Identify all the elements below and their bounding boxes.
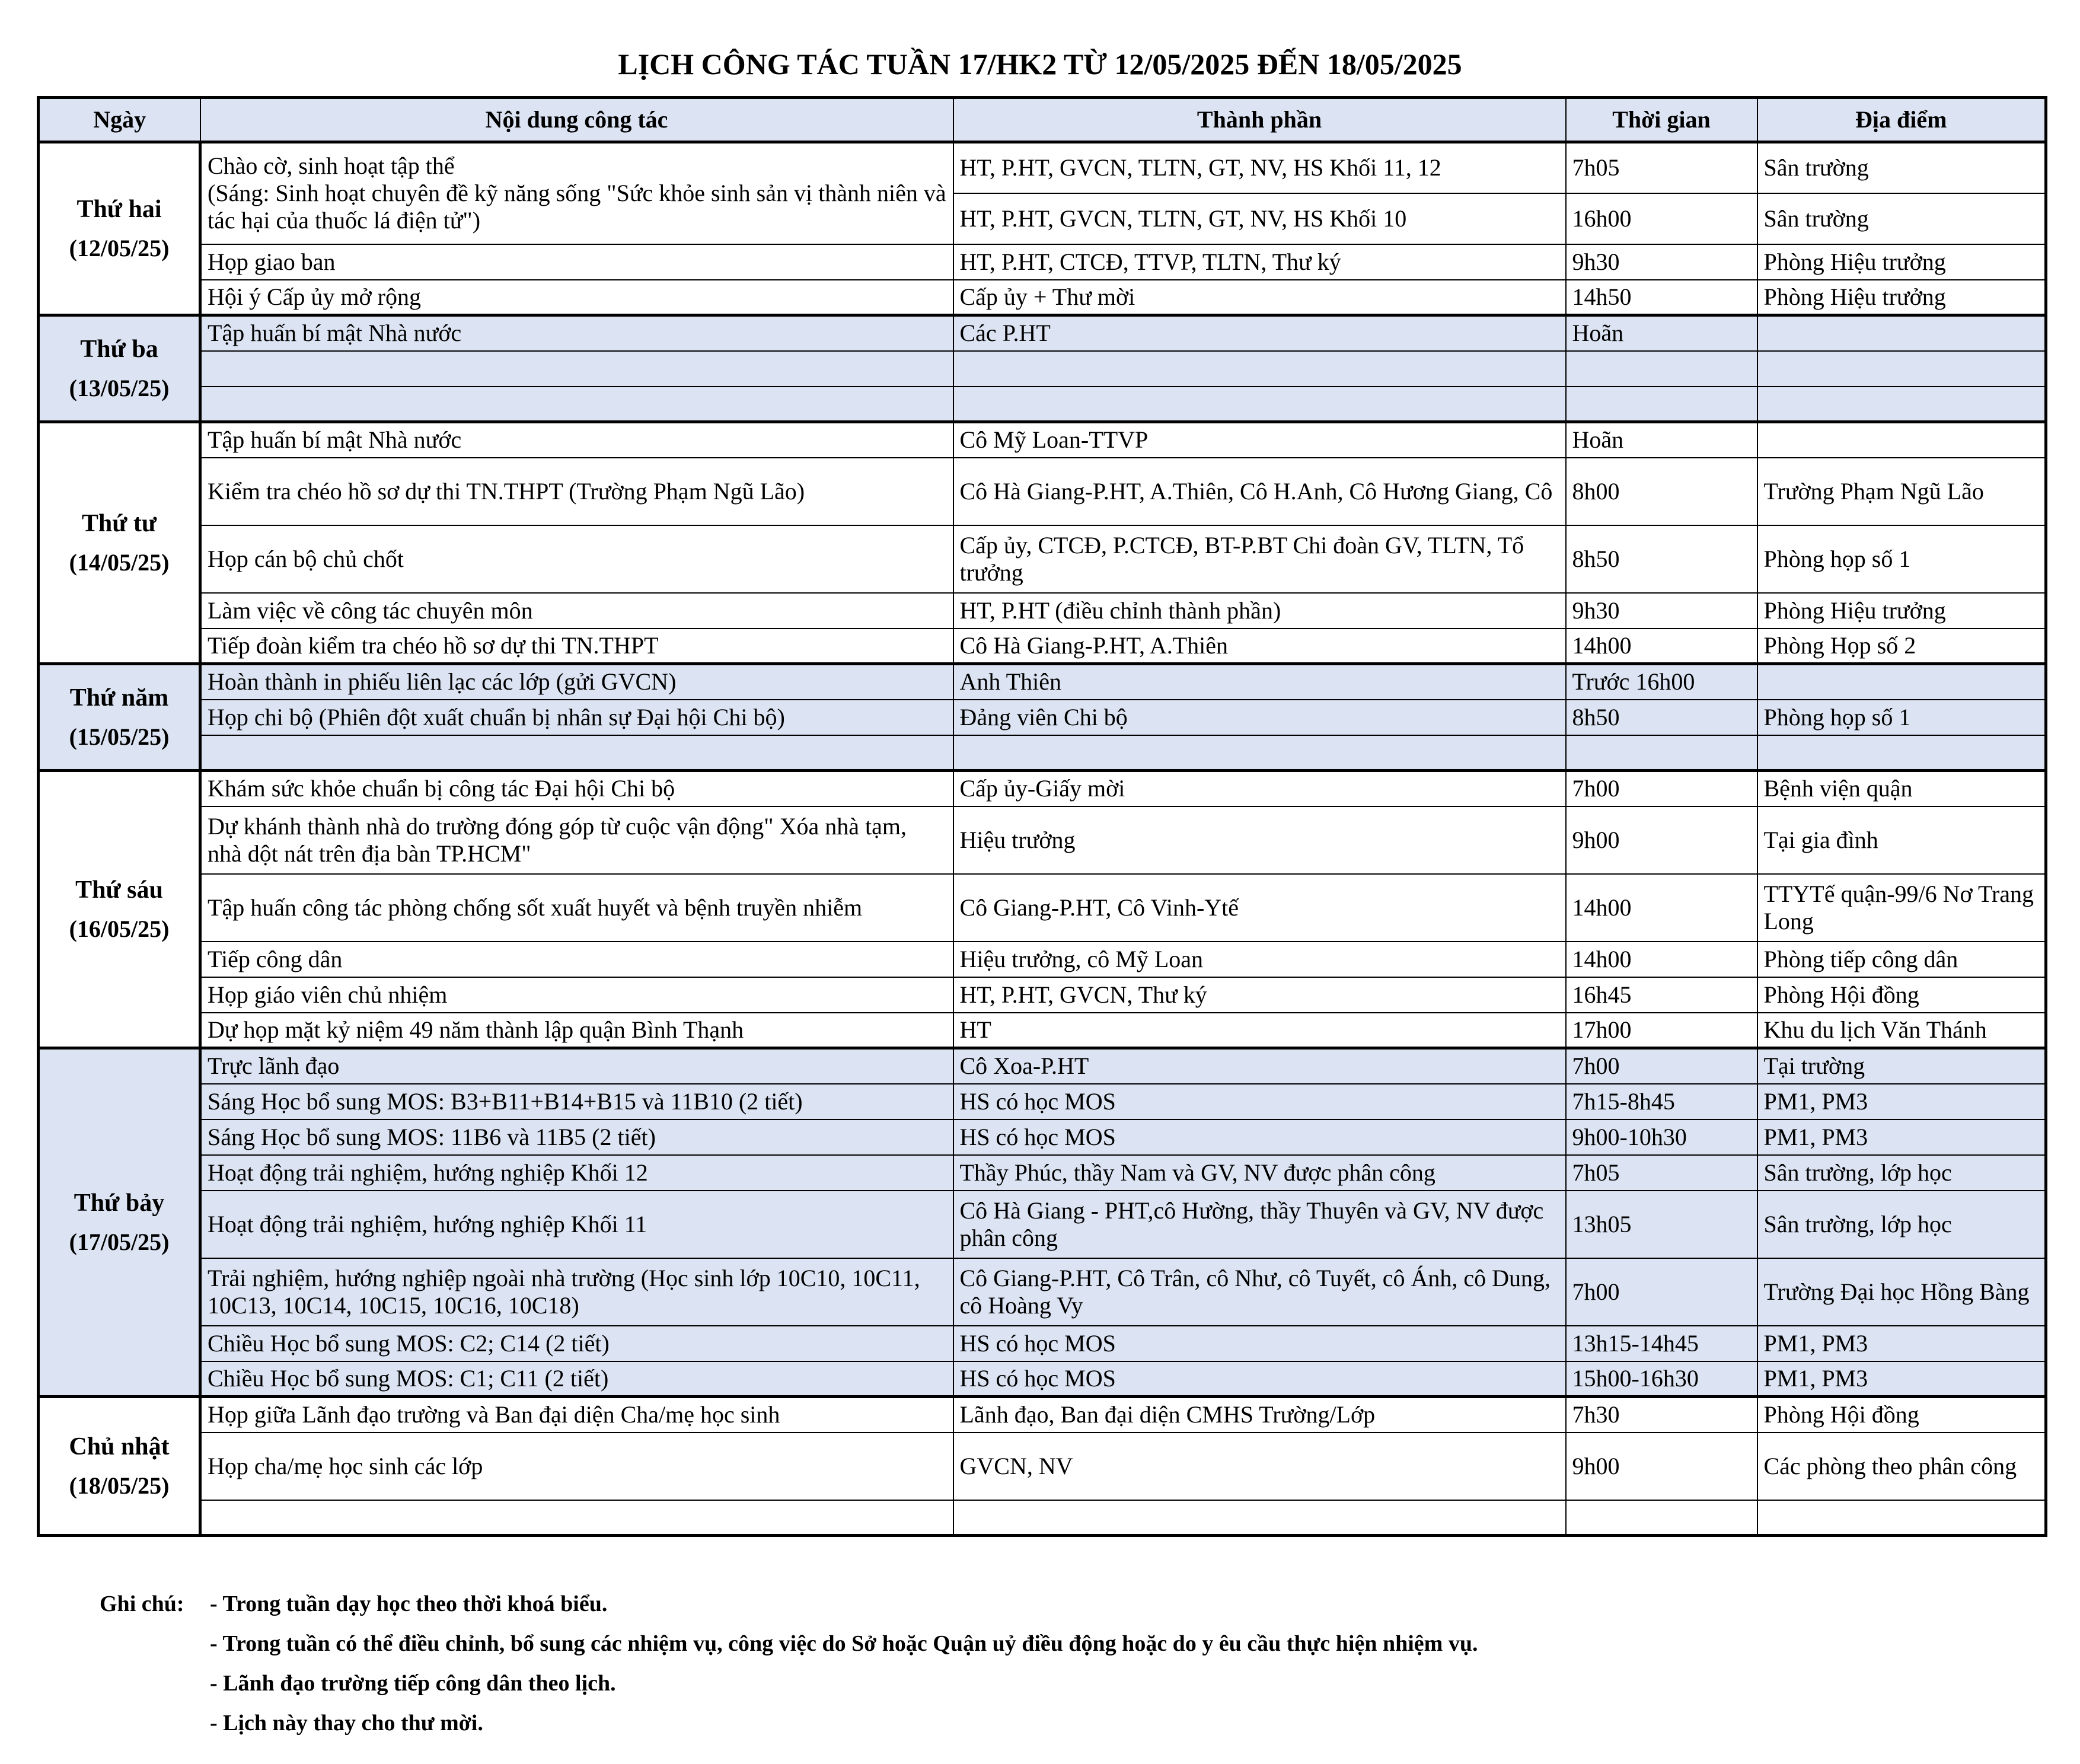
location-cell: Tại trường [1757,1048,2046,1084]
day-date: (12/05/25) [69,235,170,262]
content-cell: Sáng Học bổ sung MOS: 11B6 và 11B5 (2 tiết) [200,1119,953,1155]
participants-cell [953,351,1566,387]
day-cell [39,664,200,771]
table-row [39,1013,2046,1048]
table-row [39,942,2046,977]
location-cell: Khu du lịch Văn Thánh [1757,1013,2046,1048]
content-cell: Hội ý Cấp ủy mở rộng [200,280,953,315]
location-cell: Sân trường, lớp học [1757,1155,2046,1191]
day-date: (16/05/25) [69,916,170,943]
table-row [39,1361,2046,1397]
content-cell: Tiếp đoàn kiểm tra chéo hồ sơ dự thi TN.THPT [200,629,953,664]
participants-cell: Hiệu trưởng, cô Mỹ Loan [953,942,1566,977]
time-cell: 14h00 [1566,942,1757,977]
location-cell: PM1, PM3 [1757,1119,2046,1155]
location-cell: Trường Phạm Ngũ Lão [1757,458,2046,525]
day-name: Chủ nhật [69,1433,170,1460]
header-content: Nội dung công tác [200,98,953,142]
table-row [39,525,2046,593]
day-date: (17/05/25) [69,1229,170,1256]
participants-cell: Lãnh đạo, Ban đại diện CMHS Trường/Lớp [953,1397,1566,1433]
location-cell: Sân trường, lớp học [1757,1191,2046,1258]
day-cell [39,422,200,664]
time-cell: Trước 16h00 [1566,664,1757,700]
notes-list [100,1584,1478,1743]
content-cell [200,351,953,387]
content-cell: Tập huấn bí mật Nhà nước [200,422,953,458]
content-cell: Trực lãnh đạo [200,1048,953,1084]
time-cell: 13h05 [1566,1191,1757,1258]
content-cell: Họp giữa Lãnh đạo trường và Ban đại diện Cha/mẹ học sinh [200,1397,953,1433]
day-cell [39,771,200,1048]
table-row [39,1500,2046,1536]
header-day: Ngày [39,98,200,142]
location-cell [1757,1500,2046,1536]
content-cell: Họp cán bộ chủ chốt [200,525,953,593]
time-cell: 8h50 [1566,700,1757,735]
location-cell: Phòng Họp số 2 [1757,629,2046,664]
participants-cell: HS có học MOS [953,1119,1566,1155]
time-cell: 16h45 [1566,977,1757,1013]
time-cell: 8h00 [1566,458,1757,525]
day-name: Thứ sáu [75,876,163,904]
location-cell: Phòng Hiệu trưởng [1757,244,2046,280]
time-cell: 7h00 [1566,1048,1757,1084]
table-row [39,422,2046,458]
location-cell: Trường Đại học Hồng Bàng [1757,1258,2046,1326]
location-cell: Phòng tiếp công dân [1757,942,2046,977]
participants-cell: HS có học MOS [953,1326,1566,1361]
location-cell: PM1, PM3 [1757,1326,2046,1361]
table-row [39,664,2046,700]
table-row [39,1155,2046,1191]
table-row [39,629,2046,664]
time-cell: 7h30 [1566,1397,1757,1433]
location-cell: Tại gia đình [1757,806,2046,874]
location-cell [1757,315,2046,351]
participants-cell [953,1500,1566,1536]
time-cell: 9h00 [1566,1433,1757,1500]
location-cell [1757,422,2046,458]
header-location: Địa điểm [1757,98,2046,142]
header-time: Thời gian [1566,98,1757,142]
day-date: (15/05/25) [69,723,170,751]
participants-cell: Thầy Phúc, thầy Nam và GV, NV được phân công [953,1155,1566,1191]
table-row [39,244,2046,280]
table-row [39,771,2046,806]
time-cell: 9h30 [1566,593,1757,629]
day-cell [39,142,200,315]
content-cell: Tập huấn bí mật Nhà nước [200,315,953,351]
content-cell [200,1500,953,1536]
time-cell: 14h00 [1566,629,1757,664]
content-cell: Hoạt động trải nghiệm, hướng nghiệp Khối 12 [200,1155,953,1191]
day-name: Thứ ba [80,335,158,363]
participants-cell: Các P.HT [953,315,1566,351]
table-row [39,1048,2046,1084]
time-cell: Hoãn [1566,315,1757,351]
content-cell [200,735,953,771]
location-cell: Sân trường [1757,142,2046,193]
content-cell: Dự họp mặt kỷ niệm 49 năm thành lập quận Bình Thạnh [200,1013,953,1048]
table-row [39,458,2046,525]
location-cell: Bệnh viện quận [1757,771,2046,806]
participants-cell: Cô Giang-P.HT, Cô Vinh-Ytế [953,874,1566,942]
location-cell: Phòng Hiệu trưởng [1757,280,2046,315]
table-row [39,387,2046,422]
participants-cell: Cô Hà Giang-P.HT, A.Thiên [953,629,1566,664]
day-cell [39,315,200,422]
time-cell: 7h00 [1566,771,1757,806]
location-cell: Phòng Hội đồng [1757,977,2046,1013]
day-cell [39,1048,200,1397]
time-cell: 7h05 [1566,1155,1757,1191]
header-participants: Thành phần [953,98,1566,142]
participants-cell: HT [953,1013,1566,1048]
content-cell: Dự khánh thành nhà do trường đóng góp từ cuộc vận động" Xóa nhà tạm, nhà dột nát trên địa bàn TP.HCM" [200,806,953,874]
time-cell: 14h00 [1566,874,1757,942]
note-item: - Lịch này thay cho thư mời. [210,1711,483,1736]
time-cell: 16h00 [1566,193,1757,244]
participants-cell: HS có học MOS [953,1361,1566,1397]
participants-cell: GVCN, NV [953,1433,1566,1500]
location-cell: Các phòng theo phân công [1757,1433,2046,1500]
participants-cell: Cấp ủy + Thư mời [953,280,1566,315]
participants-cell: HT, P.HT, GVCN, Thư ký [953,977,1566,1013]
day-name: Thứ hai [76,195,162,223]
table-row [39,874,2046,942]
content-cell: Hoạt động trải nghiệm, hướng nghiệp Khối 11 [200,1191,953,1258]
schedule-table [37,96,2047,1537]
content-cell: Khám sức khỏe chuẩn bị công tác Đại hội Chi bộ [200,771,953,806]
content-cell: Chào cờ, sinh hoạt tập thể (Sáng: Sinh hoạt chuyên đề kỹ năng sống "Sức khỏe sinh sản vị thành niên và tác hại của thuốc lá điện tử") [200,142,953,244]
participants-cell: HT, P.HT, GVCN, TLTN, GT, NV, HS Khối 11, 12 [953,142,1566,193]
table-row [39,593,2046,629]
participants-cell: Hiệu trưởng [953,806,1566,874]
table-row [39,351,2046,387]
time-cell [1566,1500,1757,1536]
participants-cell [953,735,1566,771]
location-cell: Phòng họp số 1 [1757,525,2046,593]
time-cell: 7h05 [1566,142,1757,193]
location-cell: Sân trường [1757,193,2046,244]
time-cell: 17h00 [1566,1013,1757,1048]
table-row [39,1433,2046,1500]
participants-cell: Cô Hà Giang - PHT,cô Hường, thầy Thuyên và GV, NV được phân công [953,1191,1566,1258]
time-cell: Hoãn [1566,422,1757,458]
table-row [39,1326,2046,1361]
table-row [39,806,2046,874]
day-cell [39,1397,200,1536]
location-cell: Phòng Hội đồng [1757,1397,2046,1433]
time-cell: 7h15-8h45 [1566,1084,1757,1119]
participants-cell: Cô Giang-P.HT, Cô Trân, cô Như, cô Tuyết, cô Ánh, cô Dung, cô Hoàng Vy [953,1258,1566,1326]
day-name: Thứ tư [81,509,157,537]
table-row [39,1191,2046,1258]
day-date: (18/05/25) [69,1472,170,1500]
note-item: - Lãnh đạo trường tiếp công dân theo lịch. [210,1671,616,1696]
participants-cell: Cấp ủy-Giấy mời [953,771,1566,806]
location-cell: Phòng Hiệu trưởng [1757,593,2046,629]
content-cell: Họp giao ban [200,244,953,280]
content-cell: Làm việc về công tác chuyên môn [200,593,953,629]
day-date: (13/05/25) [69,375,170,402]
participants-cell: Anh Thiên [953,664,1566,700]
location-cell [1757,351,2046,387]
time-cell [1566,735,1757,771]
location-cell [1757,387,2046,422]
content-cell: Họp giáo viên chủ nhiệm [200,977,953,1013]
content-cell: Chiều Học bổ sung MOS: C2; C14 (2 tiết) [200,1326,953,1361]
table-row [39,142,2046,193]
participants-cell: Cô Mỹ Loan-TTVP [953,422,1566,458]
participants-cell: HT, P.HT, CTCĐ, TTVP, TLTN, Thư ký [953,244,1566,280]
participants-cell: HT, P.HT, GVCN, TLTN, GT, NV, HS Khối 10 [953,193,1566,244]
location-cell [1757,735,2046,771]
content-cell: Họp chi bộ (Phiên đột xuất chuẩn bị nhân sự Đại hội Chi bộ) [200,700,953,735]
content-cell: Chiều Học bổ sung MOS: C1; C11 (2 tiết) [200,1361,953,1397]
content-cell: Tập huấn công tác phòng chống sốt xuất huyết và bệnh truyền nhiễm [200,874,953,942]
table-row [39,315,2046,351]
notes-label: Ghi chú: [100,1591,184,1616]
time-cell: 9h00 [1566,806,1757,874]
content-cell: Tiếp công dân [200,942,953,977]
day-name: Thứ năm [69,684,169,712]
page-title: LỊCH CÔNG TÁC TUẦN 17/HK2 TỪ 12/05/2025 ĐẾN 18/05/2025 [618,47,1462,81]
time-cell [1566,387,1757,422]
note-item: - Trong tuần dạy học theo thời khoá biểu. [210,1591,608,1616]
participants-cell: Đảng viên Chi bộ [953,700,1566,735]
location-cell [1757,664,2046,700]
participants-cell: Cô Hà Giang-P.HT, A.Thiên, Cô H.Anh, Cô Hương Giang, Cô [953,458,1566,525]
participants-cell: Cấp ủy, CTCĐ, P.CTCĐ, BT-P.BT Chi đoàn GV, TLTN, Tổ trưởng [953,525,1566,593]
content-cell: Sáng Học bổ sung MOS: B3+B11+B14+B15 và 11B10 (2 tiết) [200,1084,953,1119]
table-row [39,1258,2046,1326]
table-row [39,280,2046,315]
header-row [39,98,2046,142]
table-row [39,735,2046,771]
table-row [39,1084,2046,1119]
content-cell: Kiểm tra chéo hồ sơ dự thi TN.THPT (Trường Phạm Ngũ Lão) [200,458,953,525]
day-name: Thứ bảy [74,1189,165,1217]
time-cell: 7h00 [1566,1258,1757,1326]
table-row [39,1397,2046,1433]
time-cell: 9h00-10h30 [1566,1119,1757,1155]
table-row [39,700,2046,735]
location-cell: TTYTế quận-99/6 Nơ Trang Long [1757,874,2046,942]
notes-section [100,1584,1478,1743]
content-cell: Trải nghiệm, hướng nghiệp ngoài nhà trường (Học sinh lớp 10C10, 10C11, 10C13, 10C14, 10C15, 10C16, 10C18) [200,1258,953,1326]
location-cell: Phòng họp số 1 [1757,700,2046,735]
content-cell: Họp cha/mẹ học sinh các lớp [200,1433,953,1500]
participants-cell: HT, P.HT (điều chỉnh thành phần) [953,593,1566,629]
time-cell: 14h50 [1566,280,1757,315]
location-cell: PM1, PM3 [1757,1084,2046,1119]
time-cell: 15h00-16h30 [1566,1361,1757,1397]
participants-cell: HS có học MOS [953,1084,1566,1119]
participants-cell [953,387,1566,422]
participants-cell: Cô Xoa-P.HT [953,1048,1566,1084]
location-cell: PM1, PM3 [1757,1361,2046,1397]
table-row [39,977,2046,1013]
table-row [39,1119,2046,1155]
content-cell: Hoàn thành in phiếu liên lạc các lớp (gửi GVCN) [200,664,953,700]
day-date: (14/05/25) [69,549,170,576]
time-cell [1566,351,1757,387]
time-cell: 13h15-14h45 [1566,1326,1757,1361]
time-cell: 8h50 [1566,525,1757,593]
note-item: - Trong tuần có thể điều chỉnh, bổ sung các nhiệm vụ, công việc do Sở hoặc Quận uỷ điều động hoặc do y êu cầu thực hiện nhiệm vụ. [210,1631,1478,1656]
time-cell: 9h30 [1566,244,1757,280]
content-cell [200,387,953,422]
schedule-body [39,142,2046,1536]
